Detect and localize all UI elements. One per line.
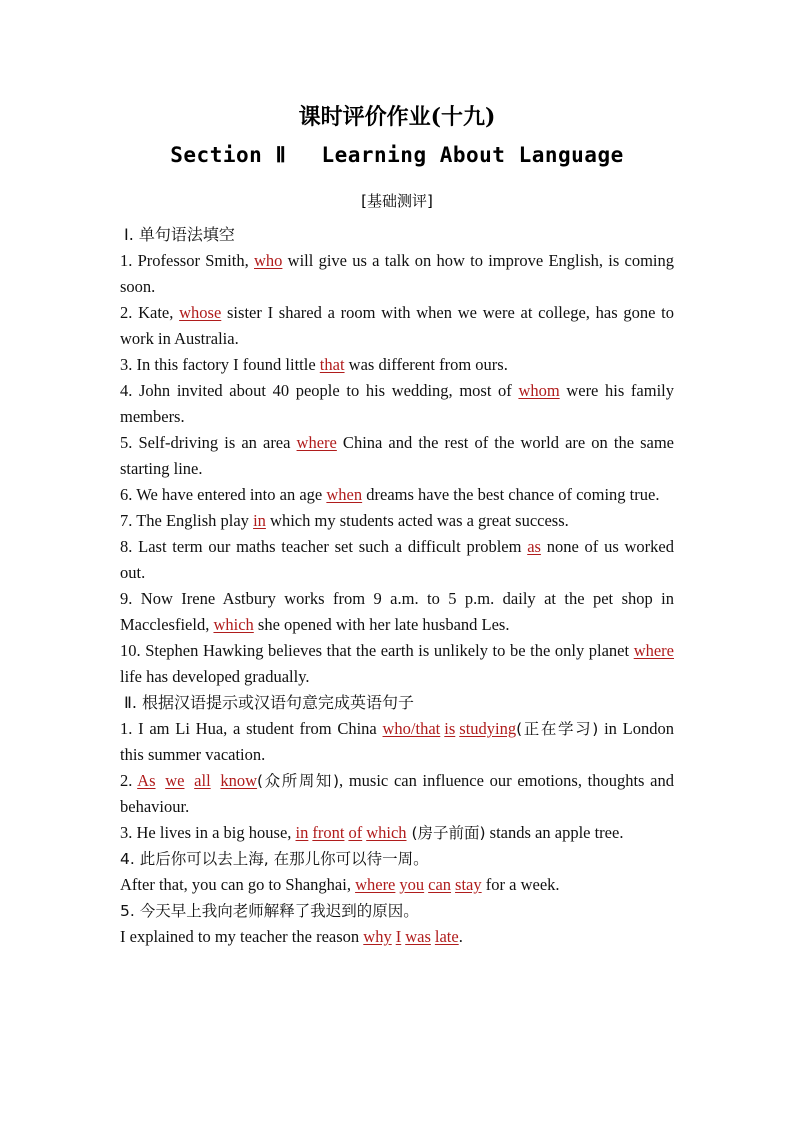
- answer-blank: front: [312, 823, 345, 842]
- answer-blank: know: [220, 771, 258, 790]
- subtitle-section-word: Section: [170, 143, 263, 167]
- part1-question-5: [120, 430, 674, 482]
- answer-blank: you: [399, 875, 425, 894]
- part1-question-10: [120, 638, 674, 690]
- section-subtitle: [0, 143, 794, 167]
- question-text: 8. Last term our maths teacher set such a difficult problem: [120, 537, 528, 556]
- chinese-hint: (房子前面): [406, 824, 486, 842]
- question-text: 1. I am Li Hua, a student from China: [120, 719, 383, 738]
- answer-blank: stay: [455, 875, 482, 894]
- question-text: in London this summer vacation.: [120, 719, 675, 764]
- answer-blank: As: [137, 771, 156, 790]
- answer-blank: that: [319, 355, 345, 374]
- question-text: I explained to my teacher the reason: [120, 927, 364, 946]
- answer-blank: can: [428, 875, 452, 894]
- answer-blank: whose: [179, 303, 222, 322]
- answer-blank: when: [326, 485, 363, 504]
- question-text: will give us a talk on how to improve English, is coming soon.: [120, 251, 674, 296]
- question-text: 10. Stephen Hawking believes that the earth is unlikely to be the only planet: [120, 641, 634, 660]
- part1-question-4: [120, 378, 674, 430]
- exercise-content: [120, 222, 674, 950]
- subtitle-roman-numeral: Ⅱ: [275, 143, 287, 167]
- answer-blank: all: [194, 771, 211, 790]
- part1-question-9: [120, 586, 674, 638]
- answer-blank: whom: [518, 381, 560, 400]
- answer-blank: in: [253, 511, 266, 530]
- part1-question-1: [120, 248, 674, 300]
- part1-items: [120, 248, 674, 690]
- subtitle-lesson-name: Learning About Language: [321, 143, 624, 167]
- question-text: none of us worked out.: [120, 537, 674, 582]
- part1-question-8: [120, 534, 674, 586]
- part2-question-5: [120, 924, 674, 950]
- assessment-tag: [基础测评]: [361, 192, 433, 210]
- question-text: 2.: [120, 771, 138, 790]
- question-text: she opened with her late husband Les.: [253, 615, 510, 634]
- question-text: 3. He lives in a big house,: [120, 823, 296, 842]
- question-text: China and the rest of the world are on the same starting line.: [120, 433, 675, 478]
- part2-question-4: [120, 872, 674, 898]
- question-text: was different from ours.: [344, 355, 508, 374]
- part2-question-2: [120, 768, 674, 820]
- answer-blank: who: [254, 251, 283, 270]
- part1-question-3: [120, 352, 674, 378]
- answer-blank: where: [355, 875, 396, 894]
- answer-blank: we: [165, 771, 185, 790]
- question-text: dreams have the best chance of coming true.: [362, 485, 660, 504]
- answer-blank: where: [296, 433, 337, 452]
- question-text: .: [458, 927, 463, 946]
- question-text: 9. Now Irene Astbury works from 9 a.m. to 5 p.m. daily at the pet shop in Macclesfield,: [120, 589, 674, 634]
- answer-blank: I: [395, 927, 402, 946]
- question-text: sister I shared a room with when we were at college, has gone to work in Australia.: [120, 303, 674, 348]
- question-text: 3. In this factory I found little: [120, 355, 320, 374]
- answer-blank: where: [633, 641, 674, 660]
- answer-blank: studying: [459, 719, 517, 738]
- question-text: were his family members.: [120, 381, 674, 426]
- question-text: stands an apple tree.: [485, 823, 624, 842]
- answer-blank: was: [405, 927, 431, 946]
- chinese-hint: (正在学习): [516, 720, 599, 738]
- part2-heading: Ⅱ. 根据汉语提示或汉语句意完成英语句子: [124, 693, 415, 712]
- part2-question-3: [120, 820, 674, 846]
- answer-blank: as: [527, 537, 541, 556]
- chinese-hint: (众所周知): [257, 772, 340, 790]
- question-text: which my students acted was a great success.: [265, 511, 569, 530]
- answer-blank: why: [363, 927, 392, 946]
- answer-blank: late: [434, 927, 459, 946]
- part2-question-1: [120, 716, 674, 768]
- part1-question-2: [120, 300, 674, 352]
- question-text: After that, you can go to Shanghai,: [120, 875, 356, 894]
- answer-blank: of: [348, 823, 363, 842]
- question-text: life has developed gradually.: [120, 667, 310, 686]
- question-text: 4. John invited about 40 people to his wedding, most of: [120, 381, 519, 400]
- question-text: for a week.: [481, 875, 560, 894]
- question-text: 7. The English play: [120, 511, 254, 530]
- question-text: 5. Self-driving is an area: [120, 433, 297, 452]
- part2-question-4-chinese: 4. 此后你可以去上海, 在那儿你可以待一周。: [120, 850, 429, 868]
- question-text: 6. We have entered into an age: [120, 485, 327, 504]
- part1-heading: Ⅰ. 单句语法填空: [124, 225, 235, 244]
- answer-blank: in: [295, 823, 309, 842]
- question-text: , music can influence our emotions, thoughts and behaviour.: [120, 771, 675, 816]
- answer-blank: is: [444, 719, 456, 738]
- part2-question-5-chinese: 5. 今天早上我向老师解释了我迟到的原因。: [120, 902, 419, 920]
- answer-blank: who/that: [382, 719, 441, 738]
- part1-question-7: [120, 508, 674, 534]
- answer-blank: which: [366, 823, 407, 842]
- question-text: 1. Professor Smith,: [120, 251, 254, 270]
- part1-question-6: [120, 482, 674, 508]
- question-text: 2. Kate,: [120, 303, 180, 322]
- page-title: 课时评价作业(十九): [298, 104, 496, 130]
- answer-blank: which: [213, 615, 254, 634]
